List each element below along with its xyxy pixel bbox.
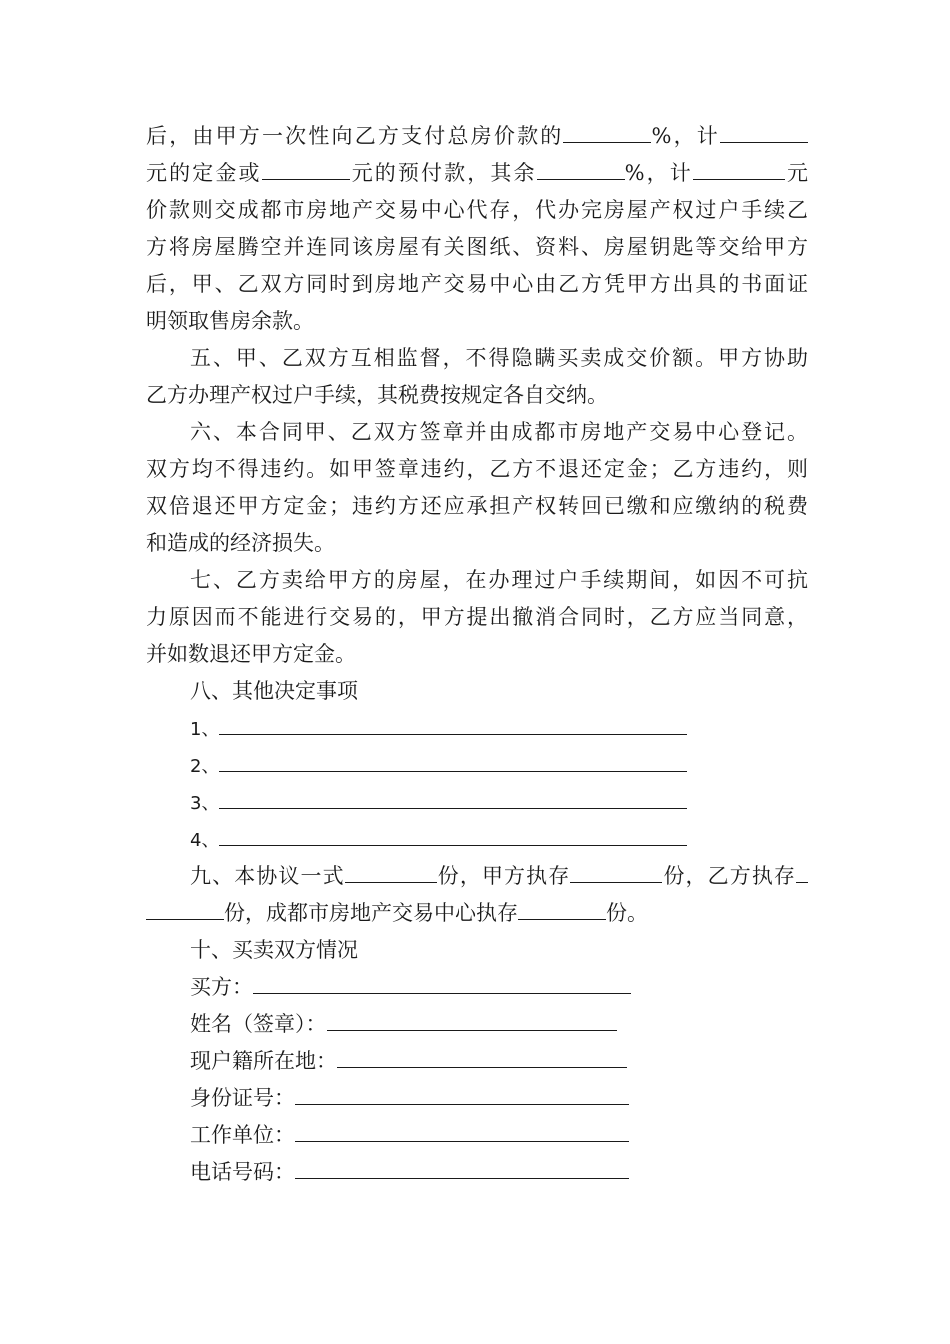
blank-copies-party-a: [570, 860, 662, 883]
buyer-row: [146, 969, 808, 1006]
para6-line3: 双倍退还甲方定金；违约方还应承担产权转回已缴和应缴纳的税费: [146, 494, 808, 518]
blank-rest-percent: [537, 157, 625, 180]
blank-prepay-amount: [262, 157, 350, 180]
blank-copies-total: [345, 860, 437, 883]
id-label: 身份证号：: [190, 1086, 295, 1110]
work-row: [146, 1117, 808, 1154]
text: 份，乙方执存: [662, 864, 797, 888]
residence-label: 现户籍所在地：: [190, 1049, 337, 1073]
text: 份。: [606, 901, 648, 925]
blank-work: [295, 1119, 629, 1142]
text: 后，由甲方一次性向乙方支付总房价款的: [146, 124, 564, 148]
para8-heading: 八、其他决定事项: [190, 679, 358, 703]
blank-buyer: [253, 971, 631, 994]
blank-item-2: [219, 749, 687, 772]
buyer-label: 买方：: [190, 975, 253, 999]
text: 元的预付款，其余: [349, 161, 537, 185]
blank-copies-party-b: [146, 897, 224, 920]
para10-heading: 十、买卖双方情况: [190, 938, 358, 962]
para5-line2: 乙方办理产权过户手续，其税费按规定各自交纳。: [146, 383, 608, 407]
other-item-2: [146, 747, 808, 784]
other-item-4: [146, 821, 808, 858]
item-number: 2、: [190, 756, 220, 777]
text: 元: [784, 161, 809, 185]
blank-copies-center: [518, 897, 606, 920]
para6-line4: 和造成的经济损失。: [146, 531, 335, 555]
name-label: 姓名（签章）：: [190, 1012, 327, 1036]
other-item-1: [146, 710, 808, 747]
para4-line3: 价款则交成都市房地产交易中心代存，代办完房屋产权过户手续乙: [146, 198, 808, 222]
blank-phone: [295, 1156, 629, 1179]
text: 九、本协议一式: [190, 864, 345, 888]
text: 元的定金或: [146, 161, 262, 185]
text: 份，甲方执存: [436, 864, 571, 888]
para4-line6: 明领取售房余款。: [146, 309, 314, 333]
para6-line1: 六、本合同甲、乙双方签章并由成都市房地产交易中心登记。: [190, 420, 808, 444]
para4-line1: [146, 118, 808, 155]
text: 份，成都市房地产交易中心执存: [224, 901, 518, 925]
blank-item-1: [219, 712, 687, 735]
phone-label: 电话号码：: [190, 1160, 295, 1184]
id-row: [146, 1080, 808, 1117]
residence-row: [146, 1043, 808, 1080]
para4-line2: [146, 155, 808, 192]
para7-line1: 七、乙方卖给甲方的房屋，在办理过户手续期间，如因不可抗: [190, 568, 808, 592]
blank-total-percent: [563, 120, 651, 143]
item-number: 1、: [190, 719, 220, 740]
blank-rest-amount: [693, 157, 785, 180]
blank-item-3: [219, 786, 687, 809]
para5-line1: 五、甲、乙双方互相监督，不得隐瞒买卖成交价额。甲方协助: [190, 346, 808, 370]
phone-row: [146, 1154, 808, 1191]
blank-id: [295, 1082, 629, 1105]
text: %，计: [651, 124, 720, 148]
name-row: [146, 1006, 808, 1043]
para7-line2: 力原因而不能进行交易的，甲方提出撤消合同时，乙方应当同意，: [146, 605, 808, 629]
para4-line5: 后，甲、乙双方同时到房地产交易中心由乙方凭甲方出具的书面证: [146, 272, 808, 296]
other-item-3: [146, 784, 808, 821]
blank-item-4: [219, 823, 687, 846]
blank-residence: [337, 1045, 627, 1068]
blank-copies-party-b-start: [796, 860, 808, 883]
para9-line1: [146, 858, 808, 895]
contract-page: [146, 118, 808, 1191]
item-number: 4、: [190, 830, 220, 851]
item-number: 3、: [190, 793, 220, 814]
para7-line3: 并如数退还甲方定金。: [146, 642, 356, 666]
para9-line2: [146, 895, 808, 932]
para4-line4: 方将房屋腾空并连同该房屋有关图纸、资料、房屋钥匙等交给甲方: [146, 235, 808, 259]
blank-deposit-amount: [720, 120, 808, 143]
work-label: 工作单位：: [190, 1123, 295, 1147]
blank-name: [327, 1008, 617, 1031]
para6-line2: 双方均不得违约。如甲签章违约，乙方不退还定金；乙方违约，则: [146, 457, 808, 481]
text: %，计: [624, 161, 693, 185]
